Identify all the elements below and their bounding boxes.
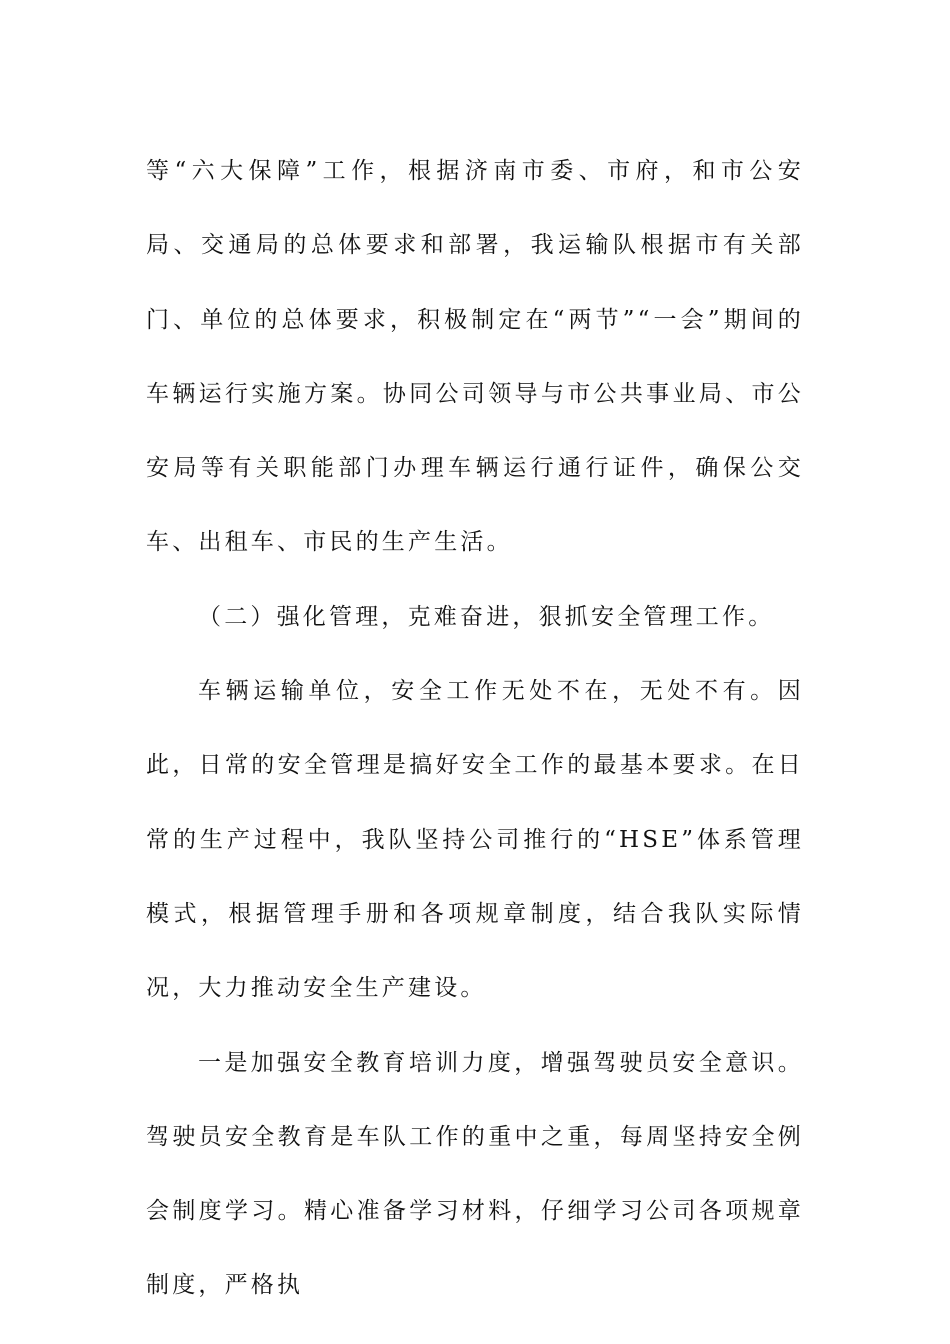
paragraph-continuation: 等“六大保障”工作，根据济南市委、市府，和市公安局、交通局的总体要求和部署，我运输队根据市有关部门、单位的总体要求，积极制定在“两节”“一会”期间的车辆运行实施方案。协同公司领导与市公共事业局、市公安局等有关职能部门办理车辆运行通行证件，确保公交车、出租车、市民的生产生活。 — [146, 158, 804, 556]
document-body — [146, 134, 804, 1323]
paragraph-safety-management: 车辆运输单位，安全工作无处不在，无处不有。因此，日常的安全管理是搞好安全工作的最基本要求。在日常的生产过程中，我队坚持公司推行的“HSE”体系管理模式，根据管理手册和各项规章制度，结合我队实际情况，大力推动安全生产建设。 — [146, 678, 804, 1002]
paragraph-safety-education: 一是加强安全教育培训力度，增强驾驶员安全意识。驾驶员安全教育是车队工作的重中之重，每周坚持安全例会制度学习。精心准备学习材料，仔细学习公司各项规章制度，严格执 — [146, 1049, 804, 1299]
section-heading: （二）强化管理，克难奋进，狠抓安全管理工作。 — [198, 603, 775, 630]
